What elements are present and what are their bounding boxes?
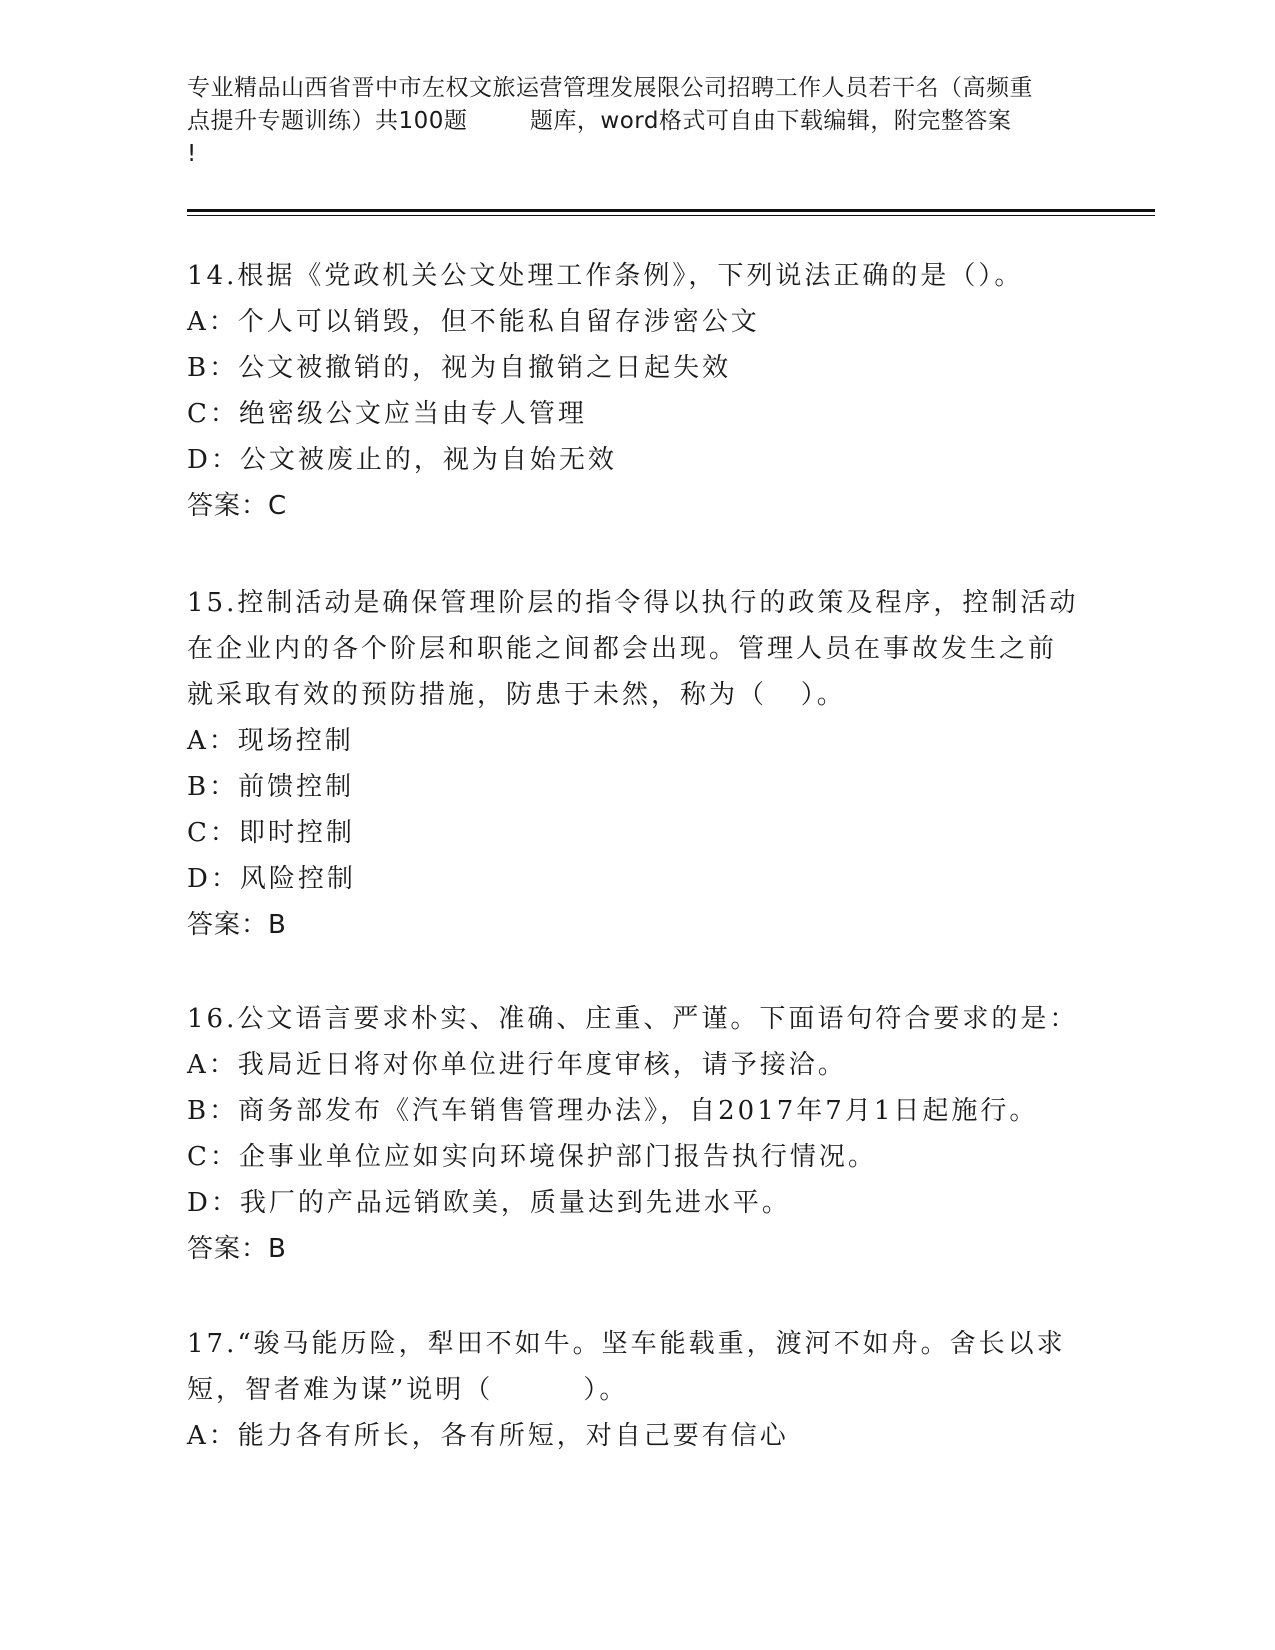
answer: 答案：C [187, 491, 288, 521]
option-b: B：公文被撤销的，视为自撤销之日起失效 [187, 353, 732, 383]
option-b: B：商务部发布《汽车销售管理办法》，自2017年7月1日起施行。 [187, 1096, 1039, 1126]
question-stem: 短，智者难为谋”说明（ ）。 [187, 1375, 629, 1405]
option-d: D：我厂的产品远销欧美，质量达到先进水平。 [187, 1188, 791, 1218]
header-divider-thin [187, 215, 1155, 216]
question-stem: 17.“骏马能历险，犁田不如牛。坚车能载重，渡河不如舟。舍长以求 [187, 1329, 1066, 1359]
option-c: C：即时控制 [187, 818, 355, 848]
header-line: 专业精品山西省晋中市左权文旅运营管理发展限公司招聘工作人员若干名（高频重 [187, 75, 1033, 101]
question-stem: 15.控制活动是确保管理阶层的指令得以执行的政策及程序，控制活动 [187, 588, 1079, 618]
option-a: A：个人可以销毁，但不能私自留存涉密公文 [187, 307, 760, 337]
option-d: D：风险控制 [187, 864, 356, 894]
option-a: A：能力各有所长，各有所短，对自己要有信心 [187, 1421, 789, 1451]
question-17 [187, 1321, 1087, 1459]
option-a: A：现场控制 [187, 726, 354, 756]
question-14 [187, 253, 1087, 529]
question-16 [187, 996, 1087, 1272]
header-line: ! [187, 141, 197, 167]
option-d: D：公文被废止的，视为自始无效 [187, 445, 617, 475]
header-line: 点提升专题训练）共100题 题库，word格式可自由下载编辑，附完整答案 [187, 108, 1012, 134]
question-15 [187, 580, 1087, 948]
option-a: A：我局近日将对你单位进行年度审核，请予接洽。 [187, 1050, 847, 1080]
option-b: B：前馈控制 [187, 772, 355, 802]
question-stem: 14.根据《党政机关公文处理工作条例》，下列说法正确的是（）。 [187, 261, 1024, 291]
question-stem: 16.公文语言要求朴实、准确、庄重、严谨。下面语句符合要求的是： [187, 1004, 1079, 1034]
document-header [187, 72, 1087, 171]
option-c: C：企事业单位应如实向环境保护部门报告执行情况。 [187, 1142, 877, 1172]
answer: 答案：B [187, 910, 287, 940]
question-stem: 在企业内的各个阶层和职能之间都会出现。管理人员在事故发生之前 [187, 634, 1058, 664]
question-stem: 就采取有效的预防措施，防患于未然，称为（ ）。 [187, 680, 846, 710]
answer: 答案：B [187, 1234, 287, 1264]
header-divider-thick [187, 209, 1155, 212]
option-c: C：绝密级公文应当由专人管理 [187, 399, 587, 429]
